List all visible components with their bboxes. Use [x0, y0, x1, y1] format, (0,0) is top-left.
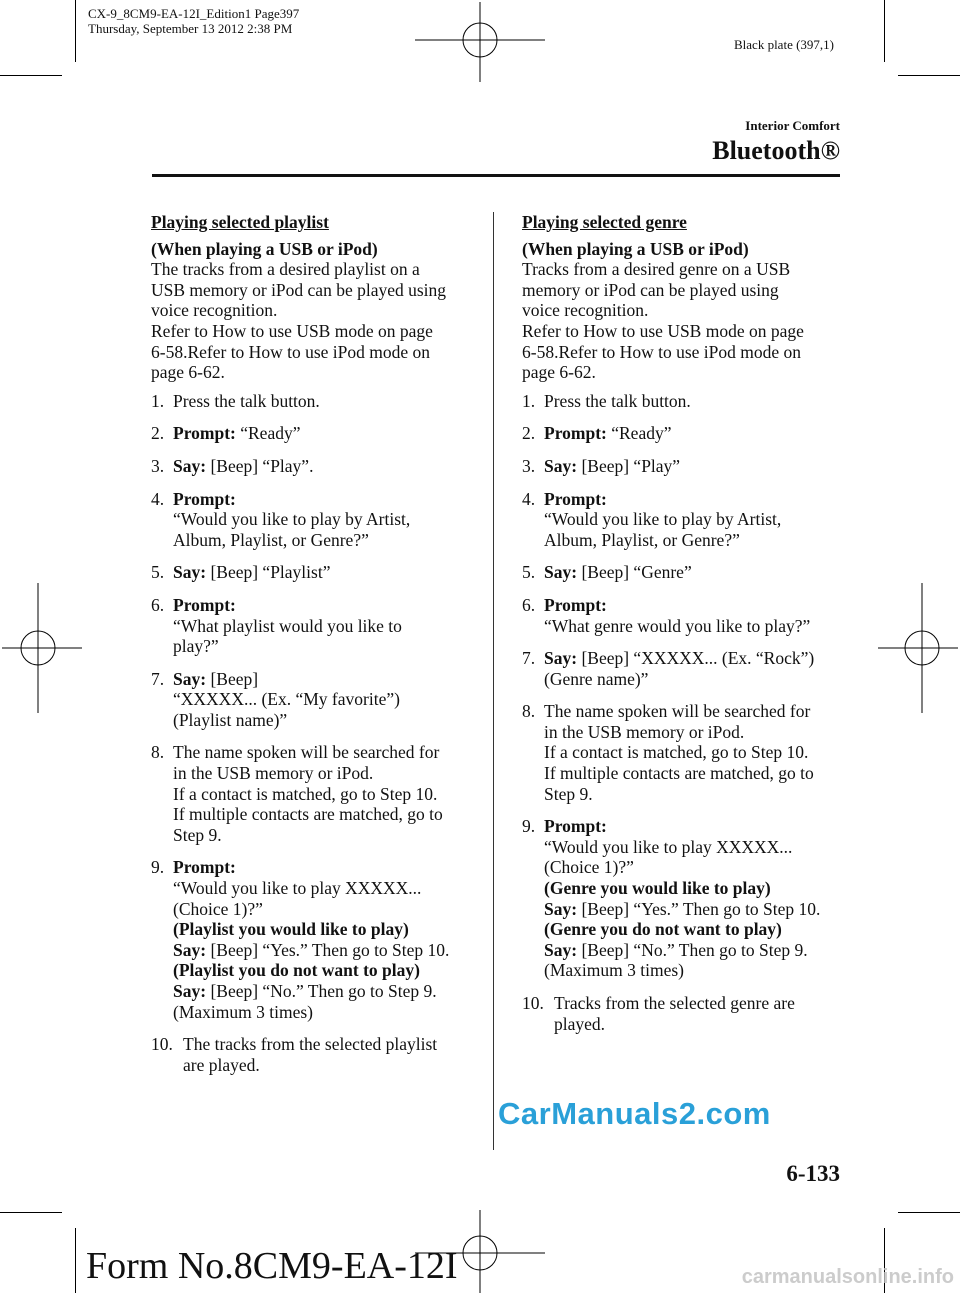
step-text: If multiple contacts are matched, go to	[544, 763, 814, 784]
step-number: 9.	[151, 857, 165, 878]
step-text: The tracks from the selected playlist	[183, 1034, 438, 1055]
step-text: “Ready”	[606, 423, 672, 444]
step-label: Say:	[544, 562, 578, 583]
step-condition: (Playlist you do not want to play)	[173, 960, 420, 981]
step-text: played.	[554, 1013, 606, 1034]
condition-text: (When playing a USB or iPod)	[151, 238, 378, 259]
step-2	[522, 423, 847, 444]
step-condition: (Playlist you would like to play)	[173, 919, 409, 940]
crop-mark	[898, 1212, 960, 1213]
intro-line: memory or iPod can be played using	[522, 279, 779, 300]
step-label: Say:	[173, 455, 207, 476]
step-1	[522, 391, 847, 412]
section-heading: Playing selected playlist	[151, 212, 329, 232]
intro-line: The tracks from a desired playlist on a	[151, 259, 420, 280]
intro-line: Refer to How to use USB mode on page	[522, 320, 804, 341]
intro-line: voice recognition.	[151, 300, 278, 321]
intro-line: page 6-62.	[151, 362, 225, 383]
step-4	[522, 489, 847, 551]
step-number: 1.	[151, 390, 165, 411]
step-text: [Beep] “Play”	[577, 455, 681, 476]
step-number: 4.	[522, 488, 536, 509]
step-9	[522, 816, 847, 981]
step-label: Prompt:	[173, 488, 236, 509]
step-condition: (Genre you would like to play)	[544, 878, 771, 899]
step-5	[522, 562, 847, 583]
step-text: (Maximum 3 times)	[544, 960, 684, 981]
crop-mark	[75, 0, 76, 62]
step-text: “What playlist would you like to	[173, 615, 402, 636]
step-number: 5.	[522, 562, 536, 583]
header-rule	[152, 174, 840, 177]
step-number: 2.	[151, 423, 165, 444]
step-3	[522, 456, 847, 477]
step-text: Step 9.	[544, 783, 593, 804]
step-10	[522, 993, 847, 1034]
step-label: Prompt:	[173, 594, 236, 615]
step-8	[522, 701, 847, 804]
step-label: Prompt:	[544, 816, 607, 837]
step-number: 3.	[151, 455, 165, 476]
step-4	[151, 489, 486, 551]
intro-line: page 6-62.	[522, 362, 596, 383]
step-number: 4.	[151, 488, 165, 509]
step-text: in the USB memory or iPod.	[544, 721, 745, 742]
step-text: “Ready”	[235, 423, 301, 444]
step-text: [Beep] “Yes.” Then go to Step 10.	[206, 939, 450, 960]
registration-mark-icon	[2, 583, 82, 713]
step-text: [Beep] “Play”.	[206, 455, 314, 476]
step-label: Prompt:	[173, 857, 236, 878]
step-label: Prompt:	[173, 423, 236, 444]
watermark: CarManuals2.com	[498, 1096, 771, 1131]
registration-mark-icon	[878, 583, 958, 713]
step-text: (Genre name)”	[544, 668, 649, 689]
step-text: (Playlist name)”	[173, 709, 288, 730]
step-8	[151, 742, 486, 845]
step-text: Press the talk button.	[173, 390, 320, 411]
step-text: If multiple contacts are matched, go to	[173, 804, 443, 825]
crop-mark	[884, 0, 885, 62]
step-2	[151, 423, 486, 444]
section-label: Interior Comfort	[745, 118, 840, 133]
step-text: in the USB memory or iPod.	[173, 763, 374, 784]
step-text: Album, Playlist, or Genre?”	[544, 529, 740, 550]
step-text: [Beep]	[206, 668, 259, 689]
step-text: Album, Playlist, or Genre?”	[173, 529, 369, 550]
step-1	[151, 391, 486, 412]
step-text: “Would you like to play XXXXX...	[544, 836, 793, 857]
step-text: play?”	[173, 636, 219, 657]
step-label: Say:	[544, 648, 578, 669]
form-number: Form No.8CM9-EA-12I	[86, 1245, 458, 1287]
step-text: [Beep] “Yes.” Then go to Step 10.	[577, 898, 821, 919]
step-text: If a contact is matched, go to Step 10.	[173, 783, 438, 804]
step-number: 6.	[151, 594, 165, 615]
step-label: Say:	[544, 455, 578, 476]
step-text: “What genre would you like to play?”	[544, 615, 811, 636]
step-text: [Beep] “XXXXX... (Ex. “Rock”)	[577, 648, 815, 669]
step-6	[151, 595, 486, 657]
step-5	[151, 562, 486, 583]
step-number: 2.	[522, 423, 536, 444]
step-number: 3.	[522, 455, 536, 476]
step-text: The name spoken will be searched for	[173, 742, 440, 763]
step-7	[151, 669, 486, 731]
left-column	[151, 212, 486, 1075]
step-text: (Choice 1)?”	[173, 898, 263, 919]
step-label: Prompt:	[544, 488, 607, 509]
step-text: (Choice 1)?”	[544, 857, 634, 878]
step-text: Tracks from the selected genre are	[554, 993, 795, 1013]
crop-mark	[0, 75, 62, 76]
step-text: [Beep] “Playlist”	[206, 562, 331, 583]
step-number: 5.	[151, 562, 165, 583]
step-number: 7.	[522, 648, 536, 669]
step-10	[151, 1034, 486, 1075]
step-text: “XXXXX... (Ex. “My favorite”)	[173, 689, 400, 710]
print-plate: Black plate (397,1)	[734, 37, 834, 52]
right-column	[522, 212, 847, 1034]
step-text: Press the talk button.	[544, 390, 691, 411]
step-text: [Beep] “Genre”	[577, 562, 692, 583]
step-9	[151, 857, 486, 1022]
column-divider	[493, 212, 494, 1150]
step-number: 6.	[522, 594, 536, 615]
step-number: 10.	[151, 1034, 173, 1055]
step-3	[151, 456, 486, 477]
step-number: 9.	[522, 816, 536, 837]
step-label: Say:	[173, 668, 207, 689]
crop-mark	[0, 1212, 62, 1213]
step-text: (Maximum 3 times)	[173, 1001, 313, 1022]
step-condition: (Genre you do not want to play)	[544, 919, 782, 940]
step-label: Say:	[173, 981, 207, 1001]
step-text: [Beep] “No.” Then go to Step 9.	[206, 981, 437, 1001]
step-label: Say:	[173, 939, 207, 960]
step-label: Prompt:	[544, 594, 607, 615]
step-text: “Would you like to play by Artist,	[173, 509, 411, 530]
step-label: Say:	[544, 939, 578, 960]
step-text: “Would you like to play by Artist,	[544, 509, 782, 530]
step-number: 1.	[522, 390, 536, 411]
step-text: are played.	[183, 1054, 260, 1075]
page-title: Bluetooth®	[712, 136, 840, 165]
intro-line: 6-58.Refer to How to use iPod mode on	[522, 341, 801, 362]
step-text: Step 9.	[173, 824, 222, 845]
step-label: Say:	[173, 562, 207, 583]
step-7	[522, 648, 847, 689]
step-text: [Beep] “No.” Then go to Step 9.	[577, 939, 808, 960]
section-heading: Playing selected genre	[522, 212, 687, 232]
intro-line: Refer to How to use USB mode on page	[151, 320, 433, 341]
condition-text: (When playing a USB or iPod)	[522, 238, 749, 259]
step-text: If a contact is matched, go to Step 10.	[544, 742, 809, 763]
footer-site: carmanualsonline.info	[741, 1266, 954, 1288]
step-text: The name spoken will be searched for	[544, 701, 811, 722]
step-text: “Would you like to play XXXXX...	[173, 878, 422, 899]
step-number: 8.	[522, 701, 536, 722]
step-number: 7.	[151, 668, 165, 689]
crop-mark	[898, 75, 960, 76]
step-label: Prompt:	[544, 423, 607, 444]
print-date-line: Thursday, September 13 2012 2:38 PM	[88, 21, 293, 36]
intro-line: voice recognition.	[522, 300, 649, 321]
print-job-line: CX-9_8CM9-EA-12I_Edition1 Page397	[88, 6, 300, 21]
page-number: 6-133	[786, 1161, 840, 1186]
intro-line: 6-58.Refer to How to use iPod mode on	[151, 341, 430, 362]
registration-mark-icon	[415, 2, 545, 82]
step-6	[522, 595, 847, 636]
intro-line: Tracks from a desired genre on a USB	[522, 259, 791, 280]
step-number: 8.	[151, 742, 165, 763]
step-number: 10.	[522, 993, 544, 1013]
crop-mark	[75, 1228, 76, 1293]
intro-line: USB memory or iPod can be played using	[151, 279, 447, 300]
step-label: Say:	[544, 898, 578, 919]
